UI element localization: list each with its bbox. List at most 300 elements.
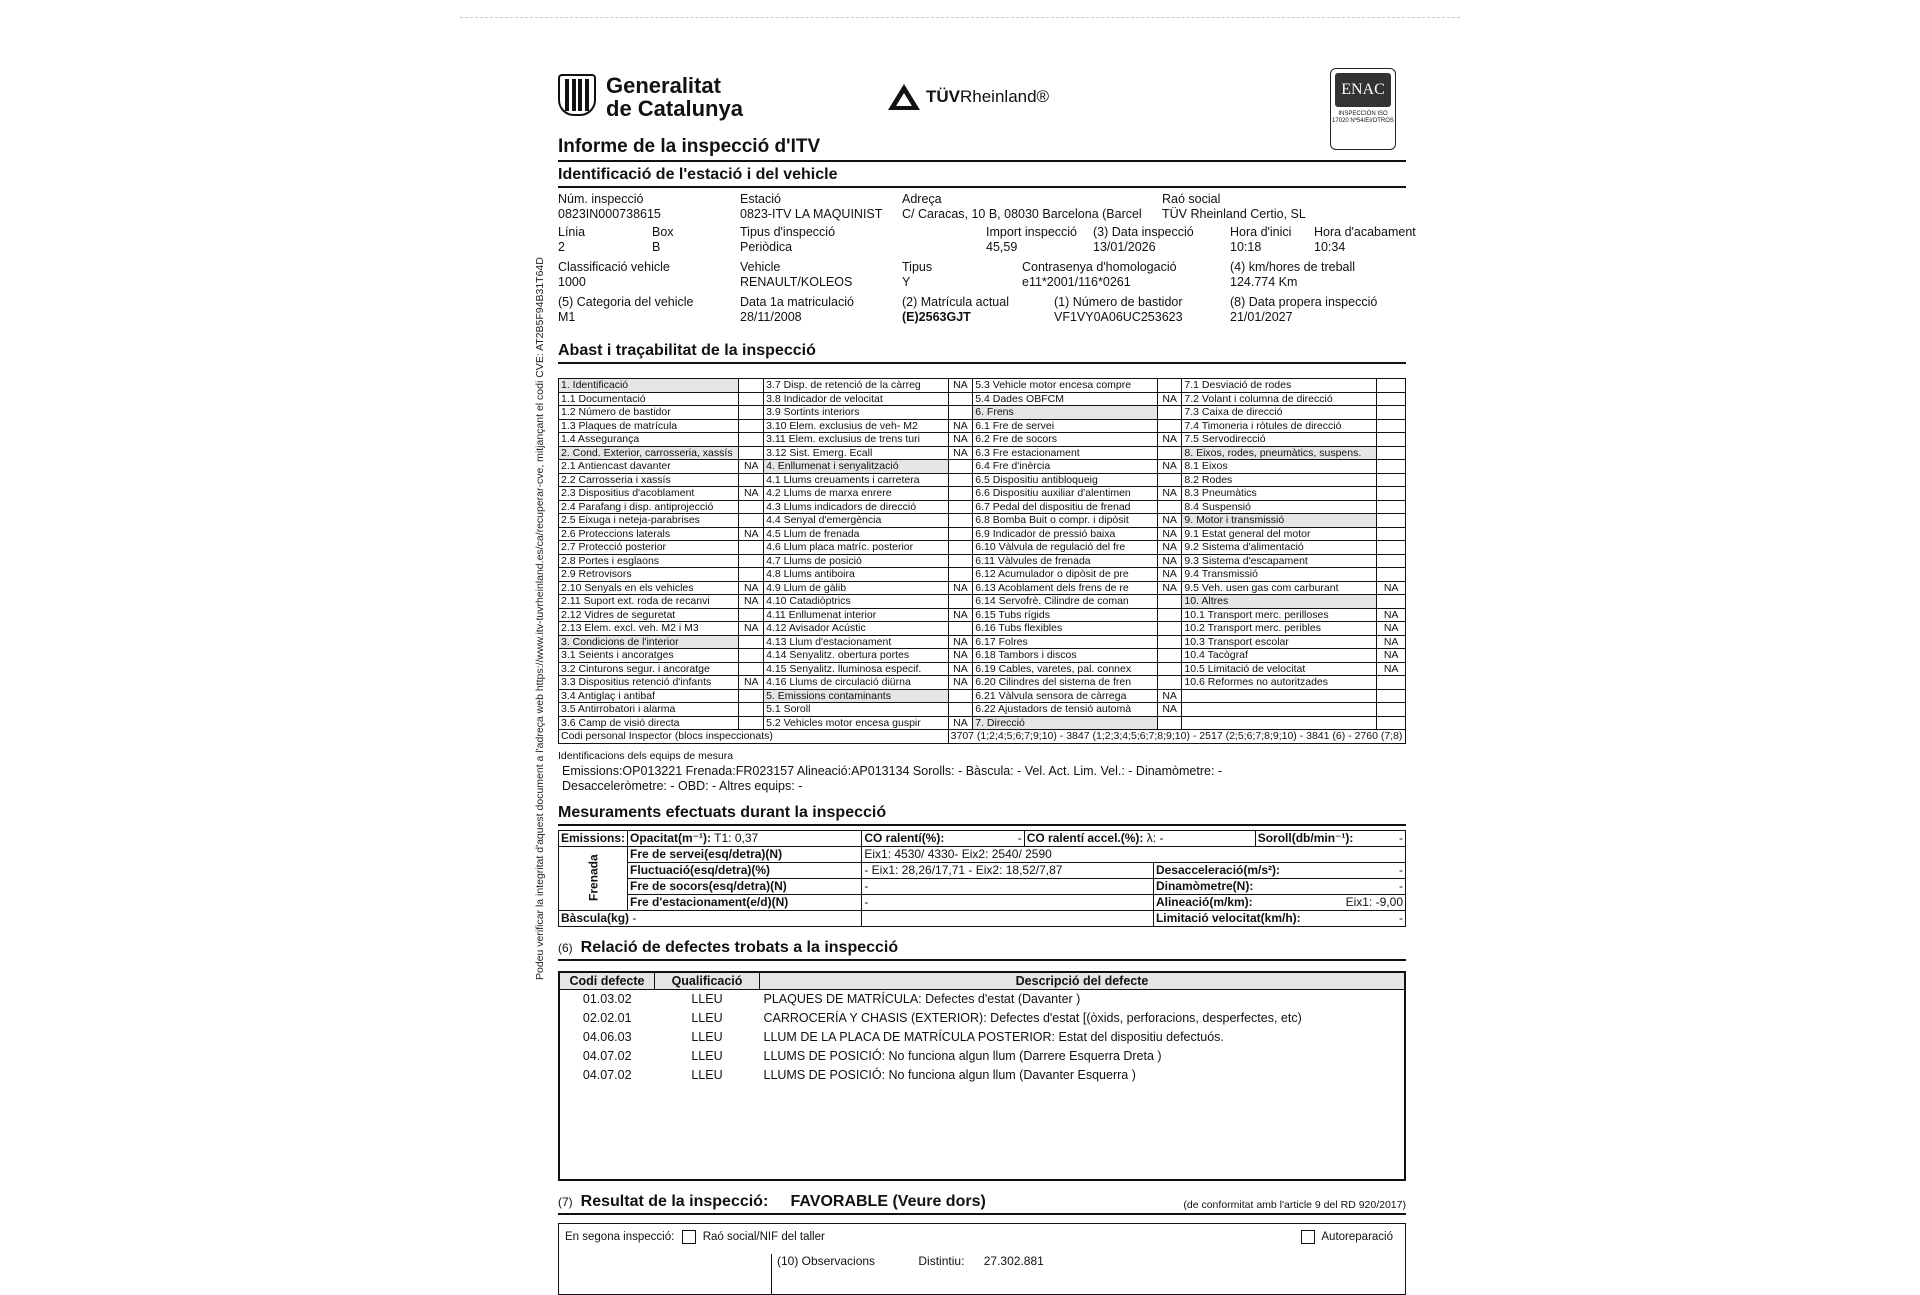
identification-field: [1093, 225, 1194, 255]
scope-item-status: [739, 703, 764, 717]
identification-field: [740, 225, 835, 255]
opacity-label: Opacitat(m⁻¹):: [630, 831, 712, 845]
scope-item-status: [1377, 379, 1406, 393]
scope-item-label: 1. Identificació: [559, 379, 739, 393]
equipment-title: Identificacions dels equips de mesura: [558, 749, 734, 762]
observations-label: (10) Observacions: [777, 1253, 876, 1268]
identification-field-value: RENAULT/KOLEOS: [740, 275, 853, 289]
scope-item-label: 2.5 Eixuga i neteja-parabrises: [559, 514, 739, 528]
identification-field-label: Contrasenya d'homologació: [1022, 260, 1177, 274]
scope-item-label: 6.10 Vàlvula de regulació del fre: [973, 541, 1158, 555]
defect-row: [559, 1066, 1405, 1085]
identification-field-label: (2) Matrícula actual: [902, 295, 1009, 309]
identification-field-label: Classificació vehicle: [558, 260, 670, 274]
scope-item-label: 2. Cond. Exterior, carrosseria, xassís: [559, 446, 739, 460]
scope-item-label: 3.8 Indicador de velocitat: [764, 392, 949, 406]
scope-item-status: [1157, 473, 1182, 487]
scope-item-status: NA: [1157, 460, 1182, 474]
scope-item-status: [1157, 446, 1182, 460]
identification-field-label: (1) Número de bastidor: [1054, 295, 1183, 309]
identification-field: [740, 295, 854, 325]
scope-item-label: 6.11 Vàlvules de frenada: [973, 554, 1158, 568]
result-bar: [558, 1189, 1406, 1215]
scope-item-status: [1377, 703, 1406, 717]
scope-item-label: 4.6 Llum placa matríc. posterior: [764, 541, 949, 555]
scope-row: [559, 622, 1406, 636]
scope-item-status: [739, 554, 764, 568]
scope-item-status: [1157, 379, 1182, 393]
scope-item-label: 6.7 Pedal del dispositiu de frenad: [973, 500, 1158, 514]
scope-item-status: [1377, 487, 1406, 501]
scope-item-status: NA: [948, 649, 973, 663]
scope-item-label: 8.3 Pneumàtics: [1182, 487, 1377, 501]
workshop-checkbox[interactable]: [682, 1230, 696, 1244]
scope-item-status: [1377, 595, 1406, 609]
scope-item-label: 9.1 Estat general del motor: [1182, 527, 1377, 541]
measurements-table: [558, 830, 1406, 927]
measurements-heading: Mesuraments efectuats durant la inspecció: [558, 800, 1406, 826]
workshop-label: Raó social/NIF del taller: [702, 1230, 825, 1243]
scope-item-label: 2.7 Protecció posterior: [559, 541, 739, 555]
scope-item-status: [948, 514, 973, 528]
identification-field-value: 2: [558, 240, 565, 254]
scope-item-label: 6.5 Dispositiu antibloqueig: [973, 473, 1158, 487]
scope-item-label: 6.14 Servofrè. Cilindre de coman: [973, 595, 1158, 609]
scope-item-status: [1377, 527, 1406, 541]
scope-item-status: [1377, 473, 1406, 487]
defect-row: [559, 1028, 1405, 1047]
scope-item-label: 4.8 Llums antiboira: [764, 568, 949, 582]
scope-item-status: NA: [1157, 433, 1182, 447]
scope-item-status: [739, 473, 764, 487]
identification-field-value: 21/01/2027: [1230, 310, 1293, 324]
second-inspection-label: En segona inspecció:: [565, 1230, 675, 1243]
deceleration-label: Desacceleració(m/s²):: [1155, 863, 1281, 877]
scope-item-label: 2.2 Carrosseria i xassís: [559, 473, 739, 487]
defect-desc: CARROCERÍA Y CHASIS (EXTERIOR): Defectes d'estat [(òxids, perforacions, desperfectes, etc): [763, 1010, 1302, 1025]
scope-item-label: 2.3 Dispositius d'acoblament: [559, 487, 739, 501]
scope-item-status: NA: [739, 527, 764, 541]
scope-item-status: [739, 433, 764, 447]
defect-qualification-header: Qualificació: [655, 972, 760, 990]
scope-item-status: NA: [948, 379, 973, 393]
scope-item-status: [948, 392, 973, 406]
defect-qual: LLEU: [691, 1010, 723, 1025]
defect-qual: LLEU: [691, 1048, 723, 1063]
identification-field: [1230, 295, 1377, 325]
tuv-wordmark: TÜVRheinland®: [926, 87, 1050, 106]
issuer-line-2: de Catalunya: [606, 96, 743, 121]
scope-item-status: [739, 568, 764, 582]
scope-item-label: 4.10 Catadiòptrics: [764, 595, 949, 609]
defect-qual: LLEU: [691, 991, 723, 1006]
scope-row: [559, 635, 1406, 649]
alignment-label: Alineació(m/km):: [1155, 895, 1253, 909]
scope-item-label: 5.4 Dades OBFCM: [973, 392, 1158, 406]
scope-item-label: 5.1 Soroll: [764, 703, 949, 717]
scope-item-status: [948, 406, 973, 420]
scope-item-status: [1377, 500, 1406, 514]
scope-item-label: 2.9 Retrovisors: [559, 568, 739, 582]
scope-item-status: [1377, 568, 1406, 582]
scope-row: [559, 649, 1406, 663]
scope-item-status: NA: [739, 581, 764, 595]
verification-side-note: Podeu verificar la integritat d'aquest document a l'adreça web https://www.itv-tuvrheinland.es/ca/recuperar-cve, mitjançant el codi CVE: AT2B5F94B31T64D: [534, 257, 546, 980]
lambda-value: -: [1159, 831, 1164, 845]
identification-field-value: TÜV Rheinland Certio, SL: [1162, 207, 1306, 221]
identification-field-value: VF1VY0A06UC253623: [1054, 310, 1183, 324]
scope-item-status: [948, 500, 973, 514]
scope-item-status: [948, 460, 973, 474]
identification-field-label: Estació: [740, 192, 781, 206]
scope-item-label: 5. Emissions contaminants: [764, 689, 949, 703]
scope-item-status: NA: [1377, 622, 1406, 636]
scope-item-status: [1377, 460, 1406, 474]
scope-item-label: [1182, 716, 1377, 730]
scope-item-status: [1377, 676, 1406, 690]
scope-item-status: [739, 379, 764, 393]
scope-item-status: [948, 622, 973, 636]
scope-row: [559, 446, 1406, 460]
scope-item-status: [1377, 716, 1406, 730]
inspection-report: [558, 60, 1416, 1268]
identification-field-label: Núm. inspecció: [558, 192, 644, 206]
deceleration-value: -: [1399, 863, 1403, 877]
identification-field-label: Import inspecció: [986, 225, 1078, 239]
scope-item-label: 3.6 Camp de visió directa: [559, 716, 739, 730]
scope-row: [559, 554, 1406, 568]
scope-item-status: [1157, 500, 1182, 514]
identification-field-value: C/ Caracas, 10 B, 08030 Barcelona (Barcel: [902, 207, 1142, 221]
scope-item-label: 10.3 Transport escolar: [1182, 635, 1377, 649]
defects-heading: Relació de defectes trobats a la inspecció: [580, 938, 899, 956]
scope-item-status: [739, 500, 764, 514]
page-top-border: [460, 17, 1460, 18]
scope-item-label: 5.2 Vehicles motor encesa guspir: [764, 716, 949, 730]
defect-row: [559, 989, 1405, 1009]
scope-item-label: 10.6 Reformes no autoritzades: [1182, 676, 1377, 690]
co-idle-value: -: [1017, 831, 1022, 845]
scope-item-label: 9.2 Sistema d'alimentació: [1182, 541, 1377, 555]
scope-item-label: 3.10 Elem. exclusius de veh- M2: [764, 419, 949, 433]
scope-item-label: 1.2 Número de bastidor: [559, 406, 739, 420]
tuv-triangle-icon: [888, 84, 920, 110]
identification-field-label: Raó social: [1162, 192, 1221, 206]
generalitat-logo-icon: [558, 74, 596, 116]
report-header: [558, 60, 1406, 130]
identification-field: [902, 295, 1009, 325]
noise-label: Soroll(db/min⁻¹):: [1257, 831, 1354, 845]
emergency-brake-label: Fre de socors(esq/detra)(N): [628, 878, 862, 894]
scope-item-label: 2.10 Senyals en els vehicles: [559, 581, 739, 595]
scope-item-status: NA: [1377, 581, 1406, 595]
scope-item-label: 7. Direcció: [973, 716, 1158, 730]
scope-item-status: NA: [1377, 635, 1406, 649]
scope-item-label: 3.3 Dispositius retenció d'infants: [559, 676, 739, 690]
defect-code: 04.07.02: [582, 1067, 632, 1082]
identification-field: [740, 192, 882, 222]
scope-item-status: [1377, 446, 1406, 460]
scope-item-label: 6.2 Fre de socors: [973, 433, 1158, 447]
scope-row: [559, 581, 1406, 595]
scope-item-status: [1157, 595, 1182, 609]
scope-item-label: 7.2 Volant i columna de direcció: [1182, 392, 1377, 406]
scope-item-status: NA: [739, 622, 764, 636]
scope-item-status: [739, 419, 764, 433]
identification-field: [1162, 192, 1306, 222]
noise-value: -: [1399, 831, 1403, 845]
scope-item-status: [1157, 635, 1182, 649]
distinctive-value: 27.302.881: [983, 1253, 1044, 1268]
scope-item-status: [948, 554, 973, 568]
scope-item-status: [948, 703, 973, 717]
identification-field-label: Hora d'acabament: [1314, 225, 1416, 239]
scale-value: -: [632, 911, 637, 925]
defects-section-number: (6): [558, 940, 573, 955]
scope-row: [559, 716, 1406, 730]
scope-item-status: NA: [739, 676, 764, 690]
scope-row: [559, 595, 1406, 609]
scope-row: [559, 487, 1406, 501]
second-inspection-box: [558, 1223, 1406, 1295]
scope-item-label: 6.12 Acumulador o dipòsit de pre: [973, 568, 1158, 582]
result-section-number: (7): [558, 1194, 573, 1209]
scope-item-label: 8. Eixos, rodes, pneumàtics, suspens.: [1182, 446, 1377, 460]
result-label: Resultat de la inspecció:: [580, 1192, 769, 1210]
scope-item-label: 3.9 Sortints interiors: [764, 406, 949, 420]
scope-row: [559, 460, 1406, 474]
scope-item-status: [1377, 419, 1406, 433]
identification-field-value: 10:34: [1314, 240, 1346, 254]
scope-row: [559, 433, 1406, 447]
scope-item-status: [1377, 541, 1406, 555]
scope-item-status: [1377, 433, 1406, 447]
scope-item-status: [1377, 554, 1406, 568]
identification-field-value: Periòdica: [740, 240, 793, 254]
identification-field-value: Y: [902, 275, 911, 289]
speed-limit-value: -: [1399, 911, 1403, 925]
scope-item-status: [739, 608, 764, 622]
scope-item-label: 3.2 Cinturons segur. i ancoratge: [559, 662, 739, 676]
scope-item-label: 7.1 Desviació de rodes: [1182, 379, 1377, 393]
scope-item-label: 2.8 Portes i esglaons: [559, 554, 739, 568]
scope-item-label: 4.3 Llums indicadors de direcció: [764, 500, 949, 514]
scope-item-label: 3.1 Seients i ancoratges: [559, 649, 739, 663]
identification-field: [902, 192, 1142, 222]
scope-row: [559, 676, 1406, 690]
identification-heading: Identificació de l'estació i del vehicle: [558, 162, 1406, 188]
defect-code: 04.07.02: [582, 1048, 632, 1063]
scope-item-status: NA: [948, 433, 973, 447]
self-repair-checkbox[interactable]: [1301, 1230, 1315, 1244]
scope-item-status: NA: [948, 635, 973, 649]
scope-item-label: 8.1 Eixos: [1182, 460, 1377, 474]
scope-item-status: [948, 473, 973, 487]
scope-item-status: NA: [948, 419, 973, 433]
scope-item-status: [1377, 406, 1406, 420]
scope-item-status: [1157, 716, 1182, 730]
scope-item-label: 9.3 Sistema d'escapament: [1182, 554, 1377, 568]
scale-label: Bàscula(kg): [561, 911, 630, 925]
scope-item-label: 4.15 Senyalitz. lluminosa especif.: [764, 662, 949, 676]
scope-item-status: [739, 716, 764, 730]
identification-field-value: (E)2563GJT: [902, 310, 971, 324]
enac-subtext: INSPECCIÓN ISO 17020 Nº54/EI/OTROS: [1332, 111, 1394, 124]
scope-item-label: 7.5 Servodirecció: [1182, 433, 1377, 447]
identification-field-value: 28/11/2008: [740, 310, 802, 324]
braking-label: Frenada: [559, 846, 628, 910]
scope-item-status: NA: [1377, 662, 1406, 676]
lambda-label: λ:: [1146, 831, 1157, 845]
scope-item-status: [739, 446, 764, 460]
scope-item-status: NA: [948, 446, 973, 460]
scope-row: [559, 527, 1406, 541]
scope-item-status: NA: [948, 581, 973, 595]
scope-item-status: [948, 689, 973, 703]
scope-item-status: NA: [1157, 527, 1182, 541]
scope-row: [559, 514, 1406, 528]
service-brake-value: Eix1: 4530/ 4330- Eix2: 2540/ 2590: [862, 846, 1406, 862]
scope-item-label: 9. Motor i transmissió: [1182, 514, 1377, 528]
scope-item-label: [1182, 703, 1377, 717]
issuer-line-1: Generalitat: [606, 73, 721, 98]
scope-row: [559, 689, 1406, 703]
scope-item-status: NA: [1157, 689, 1182, 703]
identification-field-value: 0823-ITV LA MAQUINIST: [740, 207, 883, 221]
scope-item-status: [739, 514, 764, 528]
defect-desc: LLUMS DE POSICIÓ: No funciona algun llum (Darrere Esquerra Dreta ): [763, 1048, 1162, 1063]
fluctuation-label: Fluctuació(esq/detra)(%): [628, 862, 862, 878]
identification-field-value: 0823IN000738615: [558, 207, 661, 221]
scope-item-label: 6.6 Dispositiu auxiliar d'alentimen: [973, 487, 1158, 501]
scope-item-label: 4.14 Senyalitz. obertura portes: [764, 649, 949, 663]
identification-field-label: (3) Data inspecció: [1093, 225, 1194, 239]
enac-label: ENAC: [1335, 73, 1391, 107]
scope-item-label: 2.6 Proteccions laterals: [559, 527, 739, 541]
identification-field: [558, 260, 670, 290]
identification-field: [1314, 225, 1416, 255]
identification-field-value: 1000: [558, 275, 586, 289]
scope-item-label: 4.12 Avisador Acústic: [764, 622, 949, 636]
scope-item-label: 6.15 Tubs rígids: [973, 608, 1158, 622]
identification-field: [558, 192, 661, 222]
scope-item-label: 2.4 Parafang i disp. antiprojecció: [559, 500, 739, 514]
scope-item-label: 6.21 Vàlvula sensora de càrrega: [973, 689, 1158, 703]
scope-item-status: [739, 406, 764, 420]
scope-item-status: [739, 649, 764, 663]
inspector-code-value: 3707 (1;2;4;5;6;7;9;10) - 3847 (1;2;3;4;5;6;7;8;9;10) - 2517 (2;5;6;7;8;9;10) - 3841 (6) - 2760 (7;8): [948, 730, 1405, 744]
opacity-value: T1: 0,37: [714, 831, 759, 845]
scope-item-label: 6.4 Fre d'inèrcia: [973, 460, 1158, 474]
scope-item-label: 6.1 Fre de servei: [973, 419, 1158, 433]
scope-item-label: 5.3 Vehicle motor encesa compre: [973, 379, 1158, 393]
identification-field-value: 124.774 Km: [1230, 275, 1298, 289]
identification-field-value: e11*2001/116*0261: [1022, 275, 1131, 289]
scope-item-label: 6.17 Folres: [973, 635, 1158, 649]
scope-item-status: [948, 527, 973, 541]
scope-item-label: 3.12 Sist. Emerg. Ecall: [764, 446, 949, 460]
report-title: Informe de la inspecció d'ITV: [558, 130, 1406, 162]
scope-item-status: [948, 487, 973, 501]
scope-item-label: 4.2 Llums de marxa enrere: [764, 487, 949, 501]
scope-item-label: 6.16 Tubs flexibles: [973, 622, 1158, 636]
scope-item-status: [1377, 392, 1406, 406]
parking-brake-label: Fre d'estacionament(e/d)(N): [628, 894, 862, 910]
scope-item-status: [1157, 662, 1182, 676]
identification-field-label: Hora d'inici: [1230, 225, 1292, 239]
scope-item-label: 6.20 Cilindres del sistema de fren: [973, 676, 1158, 690]
identification-field: [1230, 225, 1291, 255]
scope-item-label: 4.5 Llum de frenada: [764, 527, 949, 541]
defect-code-header: Codi defecte: [559, 972, 655, 990]
service-brake-label: Fre de servei(esq/detra)(N): [628, 846, 862, 862]
identification-field: [558, 295, 694, 325]
scope-item-label: 4.1 Llums creuaments i carretera: [764, 473, 949, 487]
identification-field-label: Vehicle: [740, 260, 781, 274]
enac-seal: [1330, 68, 1396, 150]
dynamometer-value: -: [1399, 879, 1403, 893]
identification-field-value: M1: [558, 310, 576, 324]
scope-item-label: 6.3 Fre estacionament: [973, 446, 1158, 460]
self-repair-label: Autoreparació: [1321, 1230, 1393, 1243]
scope-item-status: NA: [1377, 608, 1406, 622]
scope-item-label: 3.4 Antiglaç i antibaf: [559, 689, 739, 703]
scope-item-status: NA: [1157, 392, 1182, 406]
scope-row: [559, 703, 1406, 717]
scope-item-status: [1157, 419, 1182, 433]
scope-item-label: 10.2 Transport merc. peribles: [1182, 622, 1377, 636]
defect-row: [559, 1009, 1405, 1028]
scope-item-status: NA: [948, 608, 973, 622]
distinctive-label: Distintiu:: [918, 1253, 965, 1268]
scope-row: [559, 541, 1406, 555]
defects-empty-space: [559, 1085, 1405, 1180]
scope-item-label: 10.1 Transport merc. perilloses: [1182, 608, 1377, 622]
scope-item-status: NA: [739, 595, 764, 609]
scope-item-status: [739, 689, 764, 703]
scope-item-label: 3.11 Elem. exclusius de trens turi: [764, 433, 949, 447]
scope-item-status: NA: [1157, 541, 1182, 555]
scope-item-status: NA: [1157, 554, 1182, 568]
scope-item-label: 2.12 Vidres de seguretat: [559, 608, 739, 622]
scope-item-label: 10.5 Limitació de velocitat: [1182, 662, 1377, 676]
scope-row: [559, 662, 1406, 676]
scope-item-status: [1157, 649, 1182, 663]
result-value: FAVORABLE (Veure dors): [790, 1192, 986, 1210]
defect-qual: LLEU: [691, 1067, 723, 1082]
parking-brake-value: -: [862, 894, 1154, 910]
defect-row: [559, 1047, 1405, 1066]
scope-item-label: 6.13 Acoblament dels frens de re: [973, 581, 1158, 595]
scope-item-label: 7.4 Timoneria i ròtules de direcció: [1182, 419, 1377, 433]
scope-item-label: 4.4 Senyal d'emergència: [764, 514, 949, 528]
identification-field-label: (8) Data propera inspecció: [1230, 295, 1378, 309]
defects-table: [558, 971, 1406, 1181]
scope-item-label: 4.13 Llum d'estacionament: [764, 635, 949, 649]
scope-item-status: [739, 662, 764, 676]
identification-field-value: 45,59: [986, 240, 1018, 254]
scope-item-status: NA: [948, 676, 973, 690]
scope-item-status: NA: [1157, 703, 1182, 717]
scope-item-status: NA: [739, 460, 764, 474]
scope-item-label: 6.8 Bomba Buit o compr. i dipòsit: [973, 514, 1158, 528]
identification-field: [902, 260, 932, 290]
scope-item-label: 8.2 Rodes: [1182, 473, 1377, 487]
defect-desc: PLAQUES DE MATRÍCULA: Defectes d'estat (Davanter ): [763, 991, 1081, 1006]
scope-item-label: 4.11 Enllumenat interior: [764, 608, 949, 622]
scope-item-label: 10. Altres: [1182, 595, 1377, 609]
scope-item-label: 1.4 Assegurança: [559, 433, 739, 447]
